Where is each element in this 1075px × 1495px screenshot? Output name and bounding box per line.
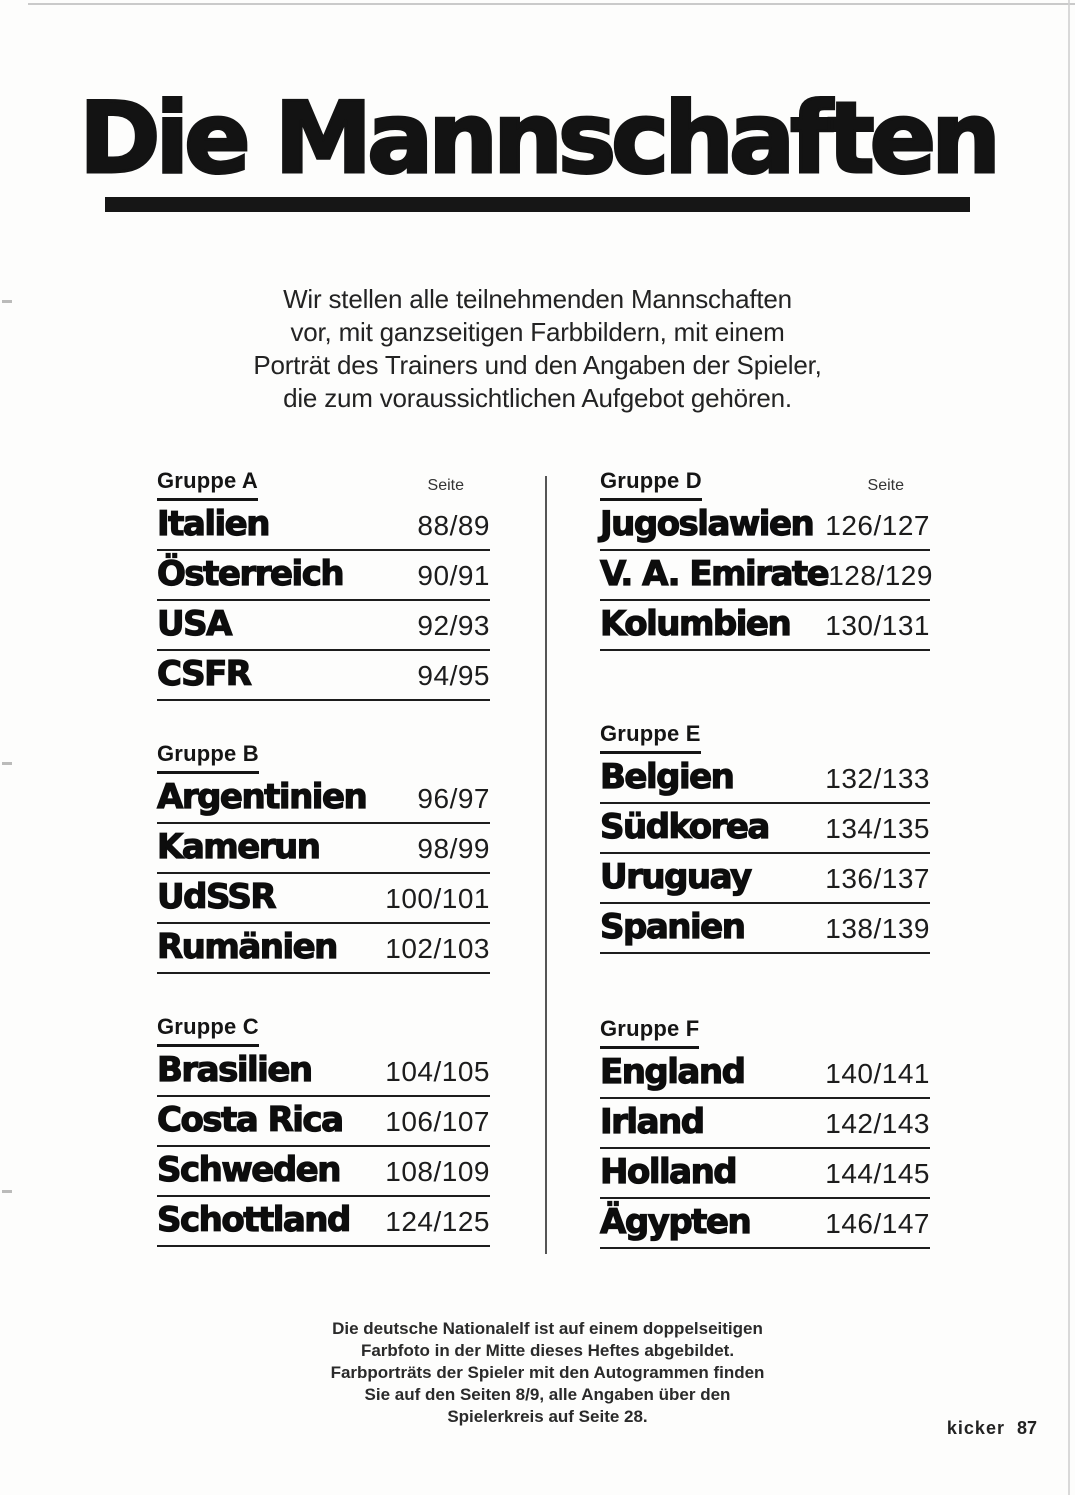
toc-row	[600, 804, 930, 854]
toc-column-right	[600, 468, 933, 1249]
toc-row	[600, 501, 930, 551]
footer-note	[0, 1318, 1075, 1428]
footer-note-line: Sie auf den Seiten 8/9, alle Angaben über den	[364, 1385, 731, 1404]
group-f	[600, 1018, 930, 1249]
group-title: Gruppe D	[600, 468, 702, 501]
toc-row	[600, 1049, 930, 1099]
team-name: Rumänien	[157, 927, 337, 967]
team-pages: 88/89	[417, 510, 490, 541]
group-title: Gruppe A	[157, 468, 258, 501]
team-name: CSFR	[157, 654, 251, 694]
team-name: Jugoslawien	[600, 504, 814, 544]
team-pages: 102/103	[385, 933, 490, 964]
toc-row	[157, 874, 490, 924]
toc-row	[157, 651, 490, 701]
team-name: Südkorea	[600, 807, 769, 847]
group-header	[157, 743, 490, 774]
group-e	[600, 723, 930, 954]
toc-row	[157, 1197, 490, 1247]
team-pages: 138/139	[825, 913, 930, 944]
column-divider	[545, 476, 547, 1254]
team-name: V. A. Emirate	[600, 554, 829, 594]
group-header	[600, 723, 930, 754]
team-name: Schottland	[157, 1200, 350, 1240]
intro-line: Wir stellen alle teilnehmenden Mannschaften	[283, 284, 792, 314]
fold-mark	[2, 762, 12, 765]
page-title: Die Mannschaften	[79, 82, 996, 196]
intro-line: die zum voraussichtlichen Aufgebot gehören.	[283, 383, 792, 413]
group-c	[157, 1016, 490, 1247]
team-pages: 104/105	[385, 1056, 490, 1087]
team-pages: 128/129	[828, 560, 933, 591]
footer-note-line: Die deutsche Nationalelf ist auf einem doppelseitigen	[332, 1319, 763, 1338]
team-name: Costa Rica	[157, 1100, 343, 1140]
team-pages: 130/131	[825, 610, 930, 641]
title-rule	[105, 197, 970, 212]
footer-note-line: Farbporträts der Spieler mit den Autogrammen finden	[330, 1363, 765, 1382]
group-title: Gruppe F	[600, 1016, 699, 1049]
group-title: Gruppe C	[157, 1014, 259, 1047]
brand-name: kicker	[946, 1418, 1005, 1438]
group-b	[157, 743, 490, 974]
folio-page-number: 87	[1016, 1418, 1037, 1438]
team-name: Ägypten	[600, 1202, 751, 1242]
scan-edge-right	[1068, 0, 1070, 1495]
team-name: Schweden	[157, 1150, 340, 1190]
footer-note-line: Farbfoto in der Mitte dieses Heftes abgebildet.	[360, 1341, 735, 1360]
group-header	[157, 1016, 490, 1047]
team-name: England	[600, 1052, 745, 1092]
toc-row	[600, 754, 930, 804]
intro-line: Porträt des Trainers und den Angaben der Spieler,	[253, 350, 822, 380]
team-name: Italien	[157, 504, 269, 544]
team-name: UdSSR	[157, 877, 276, 917]
team-pages: 94/95	[417, 660, 490, 691]
toc-row	[600, 1149, 930, 1199]
team-pages: 142/143	[825, 1108, 930, 1139]
group-a	[157, 470, 490, 701]
toc-row	[600, 601, 930, 651]
team-name: Uruguay	[600, 857, 751, 897]
team-name: Kamerun	[157, 827, 320, 867]
toc-row	[157, 1097, 490, 1147]
toc-row	[600, 551, 933, 601]
team-pages: 92/93	[417, 610, 490, 641]
team-pages: 98/99	[417, 833, 490, 864]
toc-column-left	[157, 470, 490, 1247]
team-name: Kolumbien	[600, 604, 791, 644]
team-pages: 96/97	[417, 783, 490, 814]
group-header	[600, 470, 930, 501]
toc-row	[600, 854, 930, 904]
team-name: Belgien	[600, 757, 734, 797]
toc-row	[157, 774, 490, 824]
team-pages: 124/125	[385, 1206, 490, 1237]
team-pages: 140/141	[825, 1058, 930, 1089]
team-name: Spanien	[600, 907, 745, 947]
toc-row	[600, 1099, 930, 1149]
team-name: Österreich	[157, 554, 344, 594]
toc-row	[157, 1147, 490, 1197]
group-title: Gruppe B	[157, 741, 259, 774]
team-pages: 106/107	[385, 1106, 490, 1137]
group-header	[157, 470, 490, 501]
toc-row	[600, 1199, 930, 1249]
team-pages: 100/101	[385, 883, 490, 914]
group-d	[600, 468, 933, 651]
team-name: USA	[157, 604, 231, 644]
footer-note-line: Spielerkreis auf Seite 28.	[447, 1407, 648, 1426]
team-pages: 132/133	[825, 763, 930, 794]
team-pages: 108/109	[385, 1156, 490, 1187]
masthead	[0, 0, 1075, 212]
seite-label: Seite	[427, 477, 464, 494]
intro-text	[0, 283, 1075, 415]
intro-line: vor, mit ganzseitigen Farbbildern, mit einem	[290, 317, 785, 347]
group-header	[600, 1018, 930, 1049]
team-pages: 134/135	[825, 813, 930, 844]
toc-row	[157, 551, 490, 601]
seite-label: Seite	[867, 477, 904, 494]
group-title: Gruppe E	[600, 721, 701, 754]
toc-row	[157, 501, 490, 551]
toc-row	[600, 904, 930, 954]
team-name: Argentinien	[157, 777, 367, 817]
toc-row	[157, 601, 490, 651]
team-pages: 144/145	[825, 1158, 930, 1189]
team-name: Holland	[600, 1152, 737, 1192]
toc-row	[157, 824, 490, 874]
toc-row	[157, 1047, 490, 1097]
toc-row	[157, 924, 490, 974]
team-pages: 146/147	[825, 1208, 930, 1239]
team-pages: 90/91	[417, 560, 490, 591]
team-pages: 126/127	[825, 510, 930, 541]
page-folio	[947, 1418, 1037, 1439]
team-pages: 136/137	[825, 863, 930, 894]
fold-mark	[2, 1190, 12, 1193]
team-name: Brasilien	[157, 1050, 312, 1090]
team-name: Irland	[600, 1102, 704, 1142]
